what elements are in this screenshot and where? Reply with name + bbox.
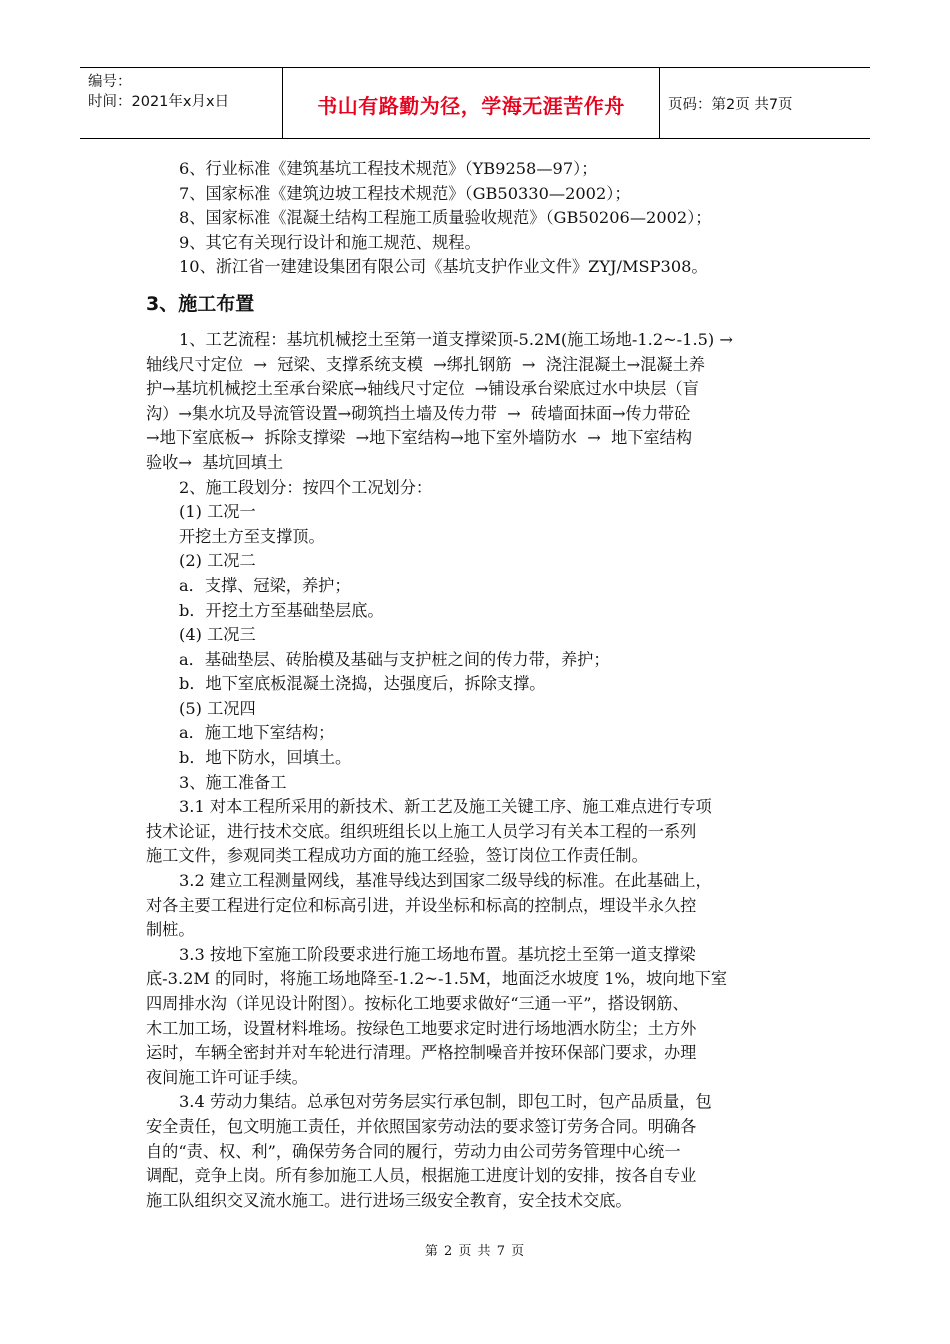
standard-item: 10、浙江省一建建设集团有限公司《基坑支护作业文件》ZYJ/MSP308。 (179, 257, 708, 277)
header-page-cell (660, 68, 870, 138)
body-line: 施工队组织交叉流水施工。进行进场三级安全教育，安全技术交底。 (146, 1190, 632, 1210)
body-line: 夜间施工许可证手续。 (146, 1067, 308, 1087)
body-line: 护→基坑机械挖土至承台梁底→轴线尺寸定位 →铺设承台梁底过水中块层（盲 (146, 379, 699, 399)
body-line: 3.4 劳动力集结。总承包对劳务层实行承包制，即包工时，包产品质量，包 (179, 1092, 712, 1112)
body-line: (2) 工况二 (179, 551, 256, 571)
page-number-label: 页码：第2页 共7页 (668, 97, 793, 113)
body-line: b．地下防水，回填土。 (179, 748, 352, 768)
body-line: (4) 工况三 (179, 625, 256, 645)
body-line: 2、施工段划分：按四个工况划分： (179, 477, 433, 497)
body-line: 3.2 建立工程测量网线，基准导线达到国家二级导线的标准。在此基础上， (179, 871, 712, 891)
body-line: 验收→ 基坑回填土 (146, 452, 284, 472)
page-header (80, 67, 870, 139)
body-line: 调配，竞争上岗。所有参加施工人员，根据施工进度计划的安排，按各自专业 (146, 1166, 697, 1186)
body-line: 3.3 按地下室施工阶段要求进行施工场地布置。基坑挖土至第一道支撑梁 (179, 944, 696, 964)
body-line: 对各主要工程进行定位和标高引进，并设坐标和标高的控制点，埋设半永久控 (146, 895, 697, 915)
body-line: a．支撑、冠梁，养护； (179, 575, 351, 595)
body-line: 施工文件，参观同类工程成功方面的施工经验，签订岗位工作责任制。 (146, 846, 648, 866)
body-line: 安全责任，包文明施工责任，并依照国家劳动法的要求签订劳务合同。明确各 (146, 1116, 697, 1136)
body-line: 沟）→集水坑及导流管设置→砌筑挡土墙及传力带 → 砖墙面抹面→传力带砼 (146, 403, 691, 423)
standard-item: 7、国家标准《建筑边坡工程技术规范》（GB50330—2002）； (179, 183, 631, 203)
body-line: 自的“责、权、利”，确保劳务合同的履行，劳动力由公司劳务管理中心统一 (146, 1141, 681, 1161)
motto-text: 书山有路勤为径，学海无涯苦作舟 (317, 94, 625, 118)
number-label: 编号： (88, 74, 132, 90)
body-line: 四周排水沟（详见设计附图）。按标化工地要求做好“三通一平”，搭设钢筋、 (146, 994, 689, 1013)
body-line: →地下室底板→ 拆除支撑梁 →地下室结构→地下室外墙防水 → 地下室结构 (146, 428, 693, 448)
page-footer: 第 2 页 共 7 页 (424, 1244, 526, 1259)
body-line: 木工加工场，设置材料堆场。按绿色工地要求定时进行场地洒水防尘；土方外 (146, 1018, 697, 1038)
header-meta-cell (80, 68, 283, 138)
body-line: b．开挖土方至基础垫层底。 (179, 600, 384, 620)
body-line: 1、工艺流程：基坑机械挖土至第一道支撑梁顶-5.2M(施工场地-1.2~-1.5) → (179, 329, 733, 349)
standard-item: 9、其它有关现行设计和施工规范、规程。 (179, 232, 481, 252)
standard-item: 6、行业标准《建筑基坑工程技术规范》（YB9258—97）； (179, 159, 598, 178)
body-line: 3.1 对本工程所采用的新技术、新工艺及施工关键工序、施工难点进行专项 (179, 797, 712, 817)
body-line: 技术论证，进行技术交底。组织班组长以上施工人员学习有关本工程的一系列 (146, 821, 697, 841)
section-heading: 3、施工布置 (146, 292, 255, 315)
time-label: 时间：2021年x月x日 (88, 94, 230, 110)
body-line: 底-3.2M 的同时，将施工场地降至-1.2~-1.5M，地面泛水坡度 1%，坡向地下室 (146, 969, 728, 989)
body-line: 3、施工准备工 (179, 772, 287, 792)
body-line: (5) 工况四 (179, 698, 256, 718)
body-line: b．地下室底板混凝土浇捣，达强度后，拆除支撑。 (179, 674, 546, 694)
body-line: 运时，车辆全密封并对车轮进行清理。严格控制噪音并按环保部门要求，办理 (146, 1043, 697, 1063)
standards-list (146, 157, 816, 280)
standard-item: 8、国家标准《混凝土结构工程施工质量验收规范》（GB50206—2002）； (179, 208, 712, 228)
body-line: a．基础垫层、砖胎模及基础与支护桩之间的传力带，养护； (179, 649, 610, 669)
body-line: (1) 工况一 (179, 502, 256, 522)
header-motto-cell (283, 68, 660, 138)
section-body (146, 328, 816, 1213)
body-line: a．施工地下室结构； (179, 723, 335, 743)
body-line: 开挖土方至支撑顶。 (179, 526, 325, 546)
document-body (146, 157, 816, 1213)
body-line: 制桩。 (146, 920, 195, 940)
body-line: 轴线尺寸定位 → 冠梁、支撑系统支模 →绑扎钢筋 → 浇注混凝土→混凝土养 (146, 354, 705, 374)
